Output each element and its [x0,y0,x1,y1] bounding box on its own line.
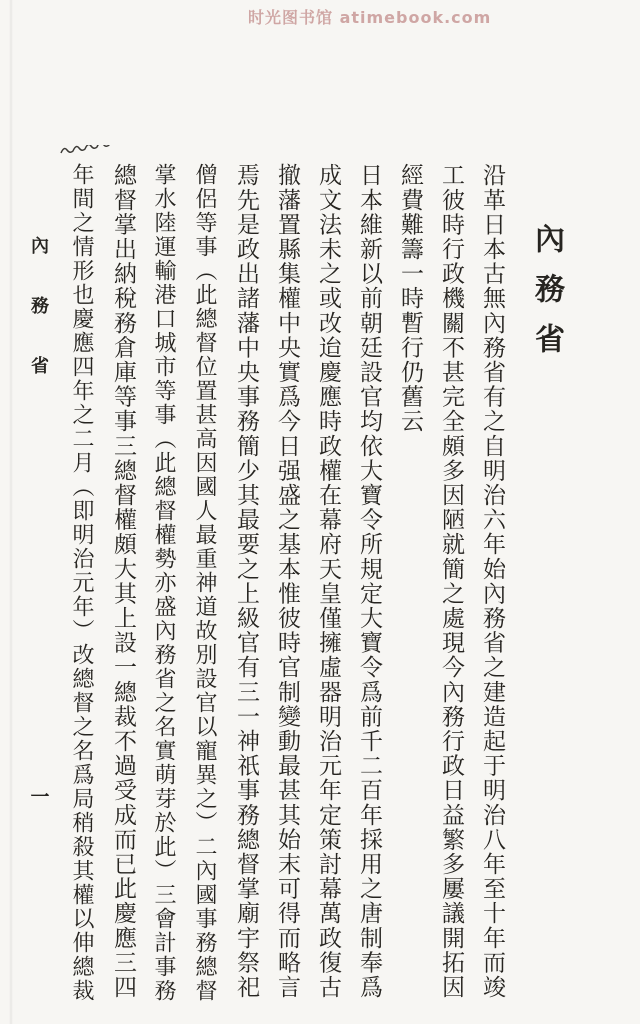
text-column: 年間之情形也慶應四年之二月（即明治元年）改總督之名爲局稍殺其權以伸總裁 [69,163,94,1003]
library-watermark: 时光图书馆 atimebook.com [248,8,492,27]
text-column: 焉先是政出諸藩中央事務簡少其最要之上級官有三一神祇事務總督掌廟宇祭祀 [233,163,259,1000]
text-column: 成文法未之或改迨慶應時政權在幕府天皇僅擁虛器明治元年定策討幕萬政復古 [315,163,341,1000]
text-column: 日本維新以前朝廷設官均依大寶令所規定大寶令爲前千二百年採用之唐制奉爲 [356,163,382,1000]
text-column: 掌水陸運輸港口城市等事（此總督權勢亦盛內務省之名實萌芽於此）三會計事務 [151,163,176,1003]
text-column: 總督掌出納稅務倉庫等事三總督權頗大其上設一總裁不過受成而已此慶應三四 [110,163,136,1000]
text-column: 僧侶等事（此總督位置甚高因國人最重神道故別設官以寵異之）二內國事務總督 [192,163,217,1003]
page-edge-shadow [9,0,13,1024]
margin-title: 內務省 [28,236,49,416]
page-number: 一 [30,786,50,808]
text-column: 經費難籌一時暫行仍舊云 [397,163,423,434]
text-column: 撤藩置縣集權中央實爲今日强盛之基本惟彼時官制變動最甚其始末可得而略言 [274,163,300,1000]
text-column: 工彼時行政機關不甚完全頗多因陋就簡之處現今內務行政日益繁多屢議開拓因 [438,163,464,1000]
page-title: 內務省 [529,223,564,373]
vertical-text-block [61,163,574,1011]
text-column: 沿革日本古無內務省有之自明治六年始內務省之建造起于明治八年至十年而竣 [479,163,505,1000]
decorative-wavy-rule [60,145,580,159]
